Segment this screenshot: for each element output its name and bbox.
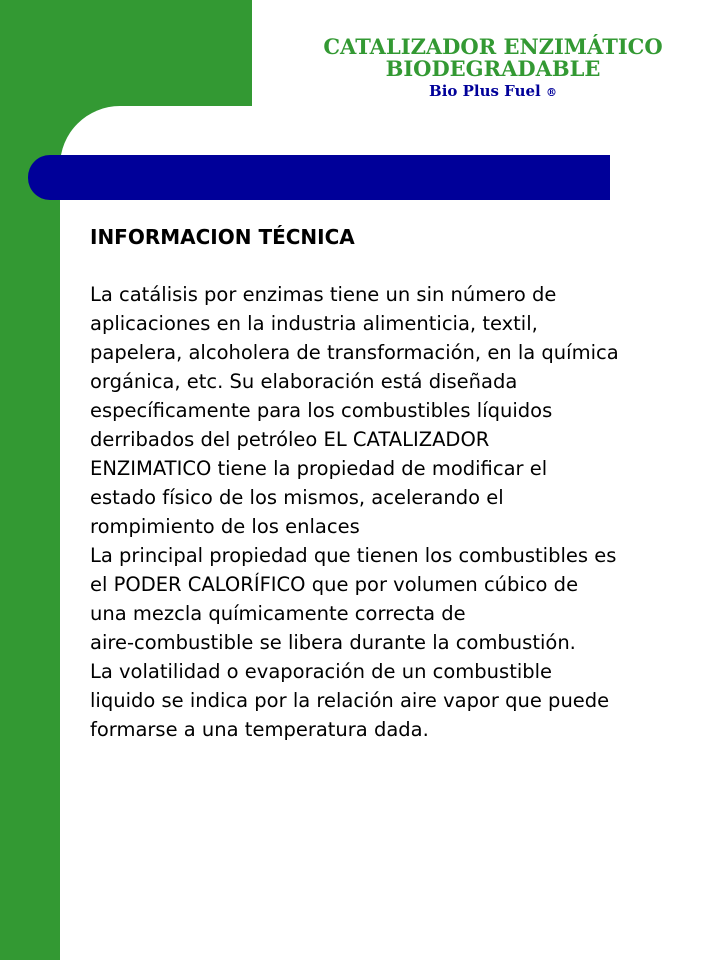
title-line-2: BIODEGRADABLE [385, 56, 601, 81]
section-title: INFORMACION TÉCNICA [90, 225, 355, 249]
blue-header-band [28, 155, 610, 200]
brand-name [318, 82, 668, 102]
title-line-1: CATALIZADOR ENZIMÁTICO [323, 34, 663, 59]
document-content [90, 224, 670, 744]
brand-text: Bio Plus Fuel [429, 82, 541, 100]
paragraph-2: La principal propiedad que tienen los combustibles es el PODER CALORÍFICO que por volumen cúbico de una mezcla químicamente correcta de aire-combustible se libera durante la combustión. [90, 544, 617, 654]
registered-mark: ® [545, 86, 557, 99]
paragraph-3: La volatilidad o evaporación de un combustible liquido se indica por la relación aire vapor que puede formarse a una temperatura dada. [90, 660, 610, 741]
top-left-green-block [0, 0, 252, 106]
left-green-bar [0, 0, 60, 960]
paragraph-1: La catálisis por enzimas tiene un sin número de aplicaciones en la industria alimenticia, textil, papelera, alcoholera de transformación, en la química orgánica, etc. Su elaboración está diseñada específicamente para los combustibles líquidos derribados del petróleo EL CATALIZADOR ENZIMATICO tiene la propiedad de modificar el estado físico de los mismos, acelerando el rompimiento de los enlaces [90, 283, 619, 538]
document-header [318, 36, 668, 102]
